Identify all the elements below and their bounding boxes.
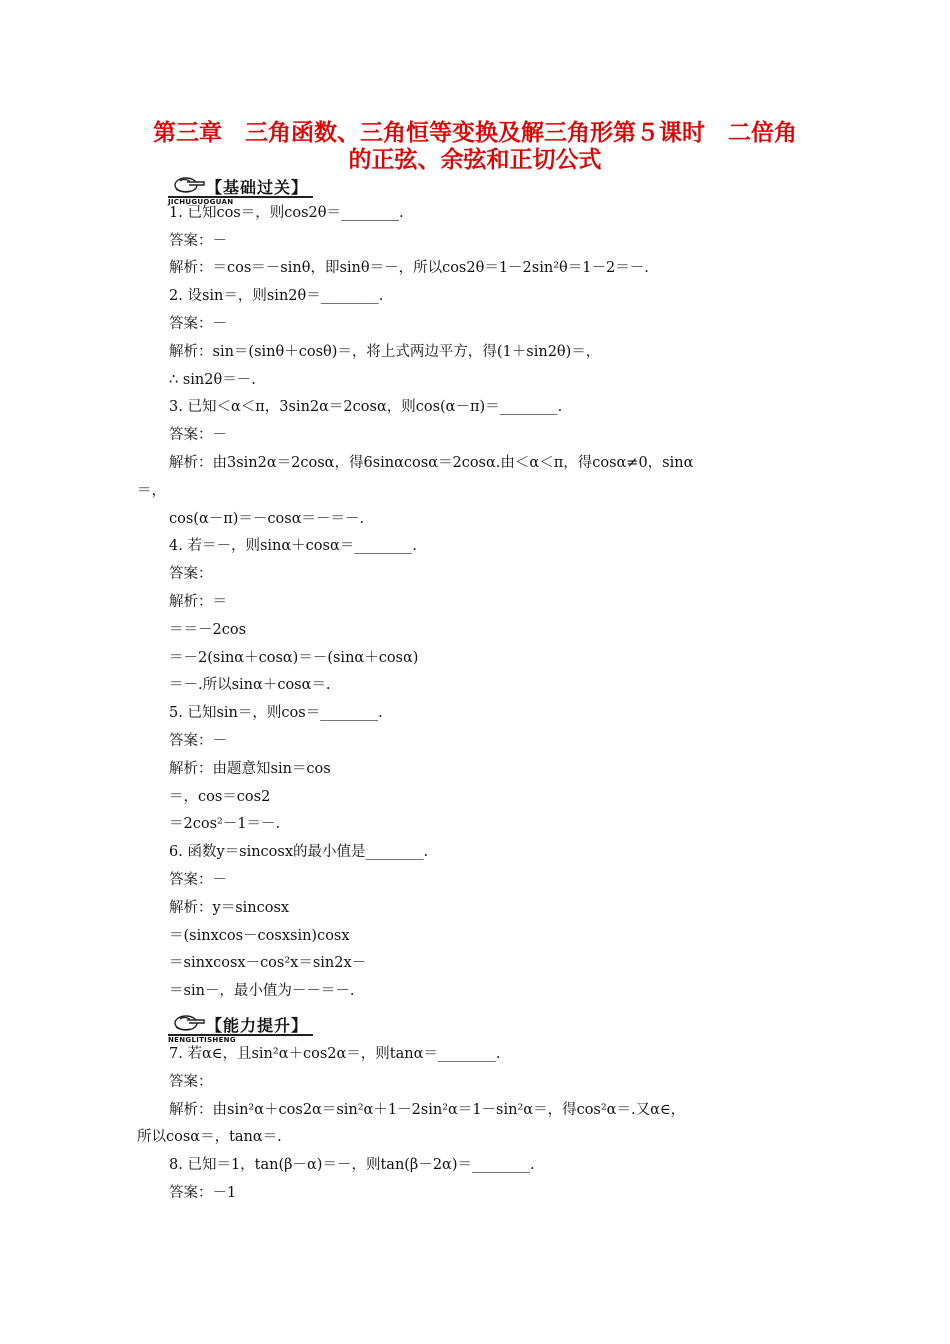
answer-8: 答案：－1 (169, 1185, 237, 1201)
answer-4: 答案： (169, 566, 213, 582)
page-title (137, 120, 813, 174)
solution-5-line: ＝，cos＝cos2 (169, 789, 271, 805)
answer-2: 答案：－ (169, 316, 227, 332)
solution-4: 解析：＝ (169, 594, 227, 610)
title-line-1: 第三章 三角函数、三角恒等变换及解三角形第５课时 二倍角 (153, 120, 797, 146)
section-banner-advanced (168, 1011, 313, 1044)
answer-7: 答案： (169, 1074, 213, 1090)
solution-6-line: ＝sin－，最小值为－－＝－. (169, 983, 355, 999)
question-8: 8. 已知＝1，tan(β－α)＝－，则tan(β－2α)＝________. (169, 1157, 535, 1173)
answer-1: 答案：－ (169, 233, 227, 249)
solution-3-line: ＝， (137, 483, 166, 499)
solution-2: 解析：sin＝(sinθ＋cosθ)＝，将上式两边平方，得(1＋sin2θ)＝， (169, 344, 601, 360)
question-3: 3. 已知＜α＜π，3sin2α＝2cosα，则cos(α－π)＝________. (169, 399, 563, 415)
section-label-advanced: 【能力提升】 (206, 1016, 309, 1035)
solution-6-line: ＝(sinxcos－cosxsin)cosx (169, 928, 350, 944)
solution-6-line: ＝sinxcosx－cos²x＝sin2x－ (169, 955, 367, 971)
solution-7: 解析：由sin²α＋cos2α＝sin²α＋1－2sin²α＝1－sin²α＝，得cos²α＝.又α∈， (169, 1102, 686, 1118)
section-label-basic: 【基础过关】 (206, 178, 309, 197)
pointing-hand-icon (172, 1013, 206, 1033)
question-5: 5. 已知sin＝，则cos＝________. (169, 705, 383, 721)
solution-5-line: ＝2cos²－1＝－. (169, 816, 281, 832)
solution-3-line: cos(α－π)＝－cosα＝－＝－. (169, 511, 365, 527)
section-pinyin-basic: JICHUGUOGUAN (168, 198, 234, 206)
solution-7-line: 所以cosα＝，tanα＝. (137, 1129, 282, 1145)
question-2: 2. 设sin＝，则sin2θ＝________. (169, 288, 384, 304)
solution-5: 解析：由题意知sin＝cos (169, 761, 331, 777)
answer-5: 答案：－ (169, 733, 227, 749)
section-banner-basic (168, 173, 313, 206)
solution-4-line: ＝＝－2cos (169, 622, 247, 638)
question-7: 7. 若α∈，且sin²α＋cos2α＝，则tanα＝________. (169, 1046, 501, 1062)
solution-1: 解析：＝cos＝－sinθ，即sinθ＝－，所以cos2θ＝1－2sin²θ＝1－2＝－. (169, 260, 649, 276)
title-line-2: 的正弦、余弦和正切公式 (348, 147, 602, 173)
answer-3: 答案：－ (169, 427, 227, 443)
solution-2-line: ∴ sin2θ＝－. (169, 372, 256, 388)
question-4: 4. 若＝－，则sinα＋cosα＝________. (169, 538, 417, 554)
section-pinyin-advanced: NENGLITISHENG (168, 1036, 236, 1044)
question-6: 6. 函数y＝sincosx的最小值是________. (169, 844, 429, 860)
pointing-hand-icon (172, 175, 206, 195)
solution-4-line: ＝－2(sinα＋cosα)＝－(sinα＋cosα) (169, 650, 419, 666)
solution-3: 解析：由3sin2α＝2cosα，得6sinαcosα＝2cosα.由＜α＜π，得cosα≠0，sinα (169, 455, 694, 471)
question-1: 1. 已知cos＝，则cos2θ＝________. (169, 205, 404, 221)
solution-4-line: ＝－.所以sinα＋cosα＝. (169, 677, 331, 693)
solution-6: 解析：y＝sincosx (169, 900, 290, 916)
answer-6: 答案：－ (169, 872, 227, 888)
